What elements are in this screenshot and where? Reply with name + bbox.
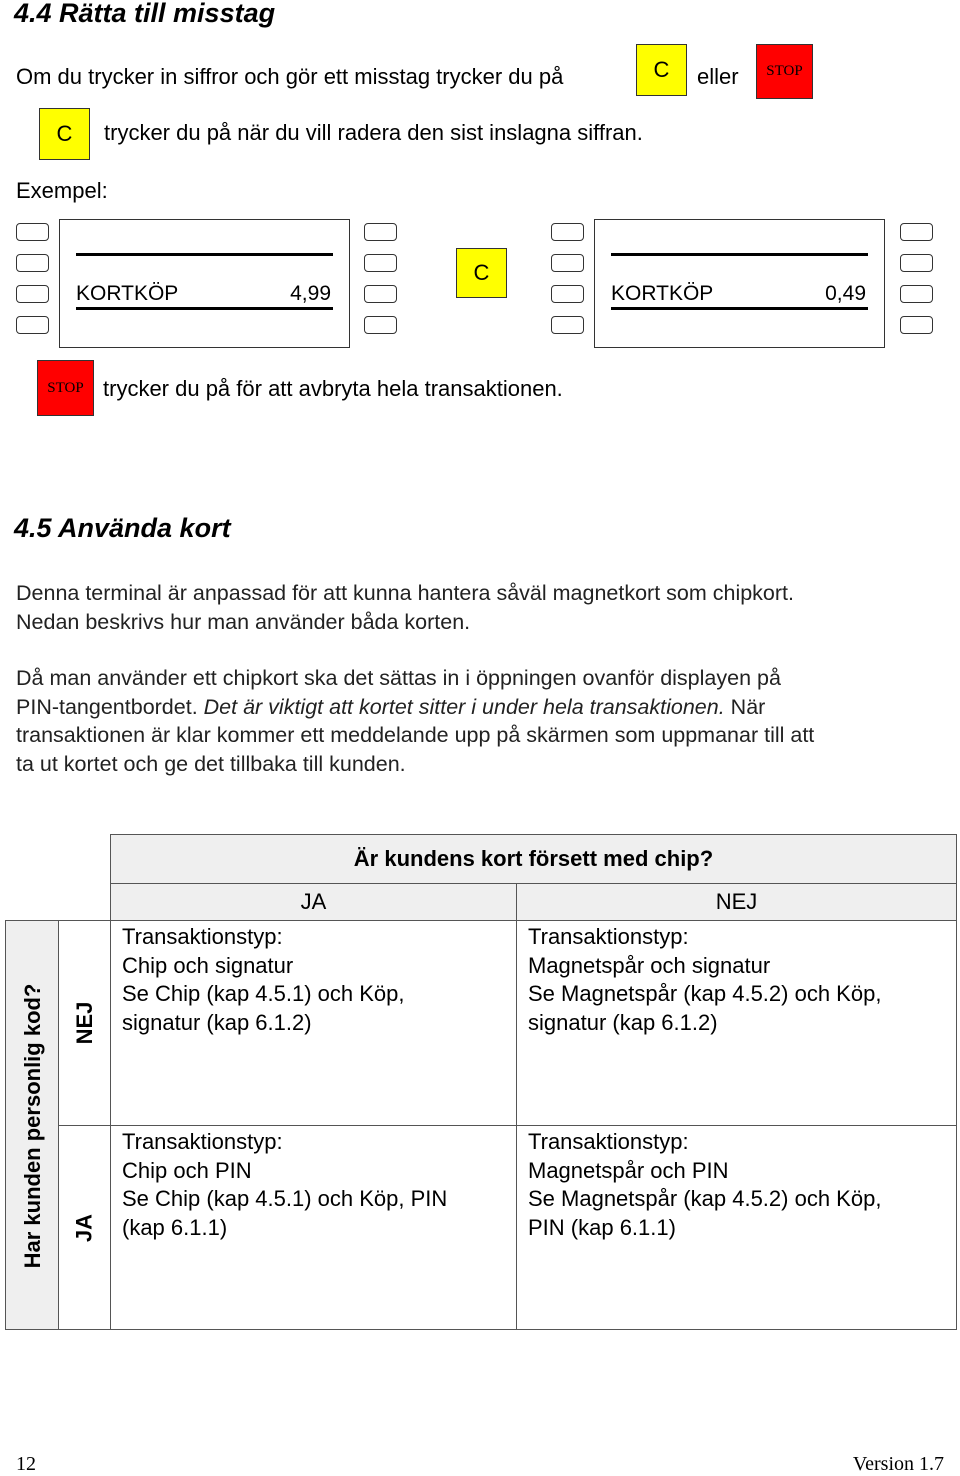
cell-line: Se Chip (kap 4.5.1) och Köp, PIN	[122, 1186, 448, 1211]
cell-line: Se Magnetspår (kap 4.5.2) och Köp,	[528, 981, 882, 1006]
screen-amount: 4,99	[290, 282, 331, 305]
row-header-text: Har kunden personlig kod?	[20, 983, 45, 1269]
soft-key-icon	[16, 223, 49, 241]
section-heading-44: 4.4 Rätta till misstag	[14, 0, 276, 28]
row-label-text: NEJ	[72, 1001, 97, 1045]
soft-key-icon	[16, 285, 49, 303]
soft-key-icon	[900, 285, 933, 303]
cell-line: Se Magnetspår (kap 4.5.2) och Köp,	[528, 1186, 882, 1211]
row-label-ja	[58, 1125, 111, 1330]
soft-key-icon	[16, 254, 49, 272]
example-label: Exempel:	[16, 178, 108, 203]
table-cell	[516, 920, 957, 1126]
cell-line: signatur (kap 6.1.2)	[122, 1009, 312, 1035]
cell-line: Transaktionstyp:	[528, 1129, 689, 1154]
table-cell	[110, 1125, 517, 1330]
cell-line: Magnetspår och PIN	[528, 1157, 729, 1183]
table-top-header-text: Är kundens kort försett med chip?	[353, 846, 714, 871]
soft-key-icon	[364, 316, 397, 334]
c-key-icon: C	[39, 108, 90, 160]
stop-key-icon: STOP	[37, 360, 94, 416]
column-header-ja	[110, 883, 517, 921]
soft-key-icon	[551, 254, 584, 272]
soft-key-icon	[364, 285, 397, 303]
intro-or: eller	[697, 64, 739, 89]
c-key-icon: C	[456, 248, 507, 298]
soft-key-icon	[900, 254, 933, 272]
paragraph-2	[16, 664, 946, 778]
stop-description: trycker du på för att avbryta hela transaktionen.	[103, 376, 563, 401]
cell-line: Transaktionstyp:	[528, 924, 689, 949]
screen-label: KORTKÖP	[611, 282, 714, 305]
soft-key-icon	[900, 223, 933, 241]
row-label-nej	[58, 920, 111, 1126]
soft-key-icon	[16, 316, 49, 334]
stop-key-icon: STOP	[756, 44, 813, 99]
c-key-icon: C	[636, 44, 687, 96]
table-top-header	[110, 834, 957, 884]
column-header-nej	[516, 883, 957, 921]
intro-line-1: Om du trycker in siffror och gör ett misstag trycker du på	[16, 64, 564, 89]
cell-line: Transaktionstyp:	[122, 1129, 283, 1154]
table-cell	[110, 920, 517, 1126]
cell-line: Chip och PIN	[122, 1157, 252, 1183]
soft-key-icon	[364, 254, 397, 272]
column-header-text: NEJ	[715, 889, 758, 914]
paragraph-line: Denna terminal är anpassad för att kunna hantera såväl magnetkort som chipkort.	[16, 581, 794, 605]
paragraph-1	[16, 579, 946, 636]
paragraph-line	[16, 693, 946, 722]
terminal-screen-before	[59, 219, 350, 348]
paragraph-line: ta ut kortet och ge det tillbaka till kunden.	[16, 751, 406, 776]
screen-label: KORTKÖP	[76, 282, 179, 305]
soft-key-icon	[551, 316, 584, 334]
terminal-screen-after	[594, 219, 885, 348]
cell-line: Magnetspår och signatur	[528, 952, 771, 978]
paragraph-emphasis: Det är viktigt att kortet sitter i under hela transaktionen.	[203, 694, 725, 719]
soft-key-icon	[364, 223, 397, 241]
table-cell	[516, 1125, 957, 1330]
paragraph-text: PIN-tangentbordet.	[16, 694, 198, 719]
cell-line: PIN (kap 6.1.1)	[528, 1214, 676, 1240]
row-header	[5, 920, 59, 1330]
paragraph-text: När	[730, 694, 766, 719]
soft-key-icon	[900, 316, 933, 334]
cell-line: Chip och signatur	[122, 952, 294, 978]
section-heading-45: 4.5 Använda kort	[14, 513, 231, 543]
soft-key-icon	[551, 285, 584, 303]
cell-line: Transaktionstyp:	[122, 924, 283, 949]
cell-line: (kap 6.1.1)	[122, 1214, 228, 1240]
paragraph-line: transaktionen är klar kommer ett meddelande upp på skärmen som uppmanar till att	[16, 723, 815, 747]
screen-amount: 0,49	[825, 282, 866, 305]
column-header-text: JA	[300, 889, 327, 914]
soft-key-icon	[551, 223, 584, 241]
page-number: 12	[16, 1453, 36, 1475]
paragraph-line: Då man använder ett chipkort ska det sättas in i öppningen ovanför displayen på	[16, 666, 781, 690]
paragraph-line: Nedan beskrivs hur man använder båda korten.	[16, 609, 471, 634]
row-label-text: JA	[71, 1213, 97, 1243]
cell-line: Se Chip (kap 4.5.1) och Köp,	[122, 981, 405, 1006]
intro-line-2: trycker du på när du vill radera den sist inslagna siffran.	[104, 120, 643, 145]
version-label: Version 1.7	[852, 1453, 944, 1475]
cell-line: signatur (kap 6.1.2)	[528, 1009, 718, 1035]
